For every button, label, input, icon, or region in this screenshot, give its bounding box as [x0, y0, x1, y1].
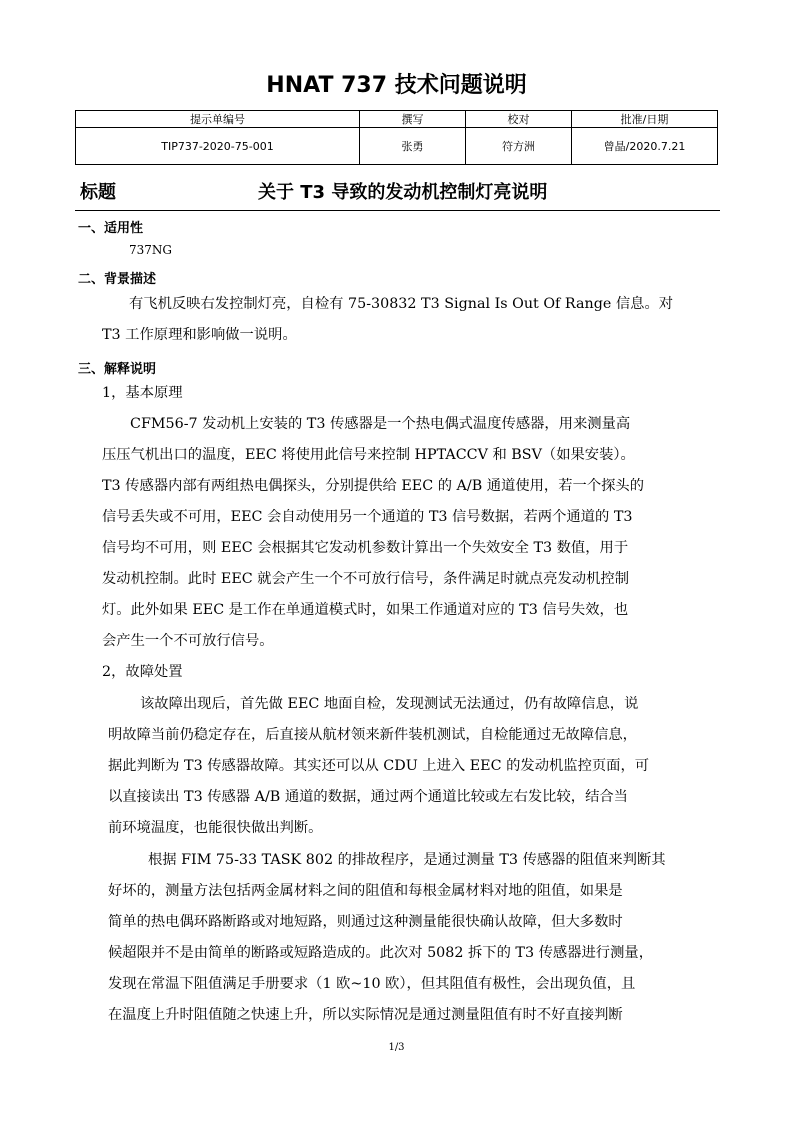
principle-line-1: CFM56-7 发动机上安装的 T3 传感器是一个热电偶式温度传感器，用来测量高 — [130, 416, 631, 432]
fim-line-3: 简单的热电偶环路断路或对地短路，则通过这种测量能很快确认故障，但大多数时 — [108, 914, 623, 930]
divider — [75, 210, 720, 211]
subheading-fault-handling: 2，故障处置 — [102, 664, 183, 680]
section-heading-applicability: 一、适用性 — [78, 221, 144, 236]
header-reviewer: 校对 — [466, 111, 572, 128]
section-heading-explanation: 三、解释说明 — [78, 362, 157, 377]
subheading-basic-principle: 1，基本原理 — [102, 385, 183, 401]
subject-label: 标题 — [80, 182, 116, 203]
value-approval-date: 曾晶/2020.7.21 — [572, 128, 718, 165]
subject-text: 关于 T3 导致的发动机控制灯亮说明 — [258, 182, 548, 203]
table-header-row — [76, 111, 718, 128]
principle-line-8: 会产生一个不可放行信号。 — [102, 633, 274, 649]
fim-line-5: 发现在常温下阻值满足手册要求（1 欧~10 欧），但其阻值有极性，会出现负值，且 — [108, 976, 636, 992]
header-tip-number: 提示单编号 — [76, 111, 360, 128]
principle-line-4: 信号丢失或不可用，EEC 会自动使用另一个通道的 T3 信号数据，若两个通道的 T3 — [102, 509, 633, 525]
value-tip-number: TIP737-2020-75-001 — [76, 128, 360, 165]
fim-line-6: 在温度上升时阻值随之快速上升，所以实际情况是通过测量阻值有时不好直接判断 — [108, 1007, 623, 1023]
header-author: 撰写 — [360, 111, 466, 128]
document-info-table — [75, 110, 718, 165]
page-number: 1/3 — [388, 1042, 405, 1053]
value-author: 张勇 — [360, 128, 466, 165]
fim-line-1: 根据 FIM 75-33 TASK 802 的排故程序，是通过测量 T3 传感器的阻值来判断其 — [148, 852, 666, 868]
principle-line-2: 压压气机出口的温度，EEC 将使用此信号来控制 HPTACCV 和 BSV（如果安装）。 — [102, 447, 635, 463]
handling-line-1: 该故障出现后，首先做 EEC 地面自检，发现测试无法通过，仍有故障信息，说 — [140, 696, 639, 712]
background-line-2: T3 工作原理和影响做一说明。 — [102, 327, 297, 343]
principle-line-7: 灯。此外如果 EEC 是工作在单通道模式时，如果工作通道对应的 T3 信号失效，也 — [102, 602, 629, 618]
section-heading-background: 二、背景描述 — [78, 272, 157, 287]
principle-line-6: 发动机控制。此时 EEC 就会产生一个不可放行信号，条件满足时就点亮发动机控制 — [102, 571, 629, 587]
fim-line-4: 候超限并不是由简单的断路或短路造成的。此次对 5082 拆下的 T3 传感器进行测量， — [108, 945, 653, 961]
handling-line-5: 前环境温度，也能很快做出判断。 — [108, 820, 323, 836]
principle-line-5: 信号均不可用，则 EEC 会根据其它发动机参数计算出一个失效安全 T3 数值，用于 — [102, 540, 629, 556]
handling-line-3: 据此判断为 T3 传感器故障。其实还可以从 CDU 上进入 EEC 的发动机监控页面，可 — [108, 758, 650, 774]
value-reviewer: 符方洲 — [466, 128, 572, 165]
handling-line-4: 以直接读出 T3 传感器 A/B 通道的数据，通过两个通道比较或左右发比较，结合当 — [108, 789, 628, 805]
background-line-1: 有飞机反映右发控制灯亮，自检有 75-30832 T3 Signal Is Out Of Range 信息。对 — [129, 296, 674, 312]
page-title: HNAT 737 技术问题说明 — [266, 73, 527, 98]
header-approval-date: 批准/日期 — [572, 111, 718, 128]
fim-line-2: 好坏的，测量方法包括两金属材料之间的阻值和每根金属材料对地的阻值，如果是 — [108, 883, 623, 899]
applicability-value: 737NG — [129, 243, 172, 257]
table-value-row — [76, 128, 718, 165]
principle-line-3: T3 传感器内部有两组热电偶探头，分别提供给 EEC 的 A/B 通道使用，若一个探头的 — [102, 478, 645, 494]
handling-line-2: 明故障当前仍稳定存在，后直接从航材领来新件装机测试，自检能通过无故障信息， — [108, 727, 637, 743]
